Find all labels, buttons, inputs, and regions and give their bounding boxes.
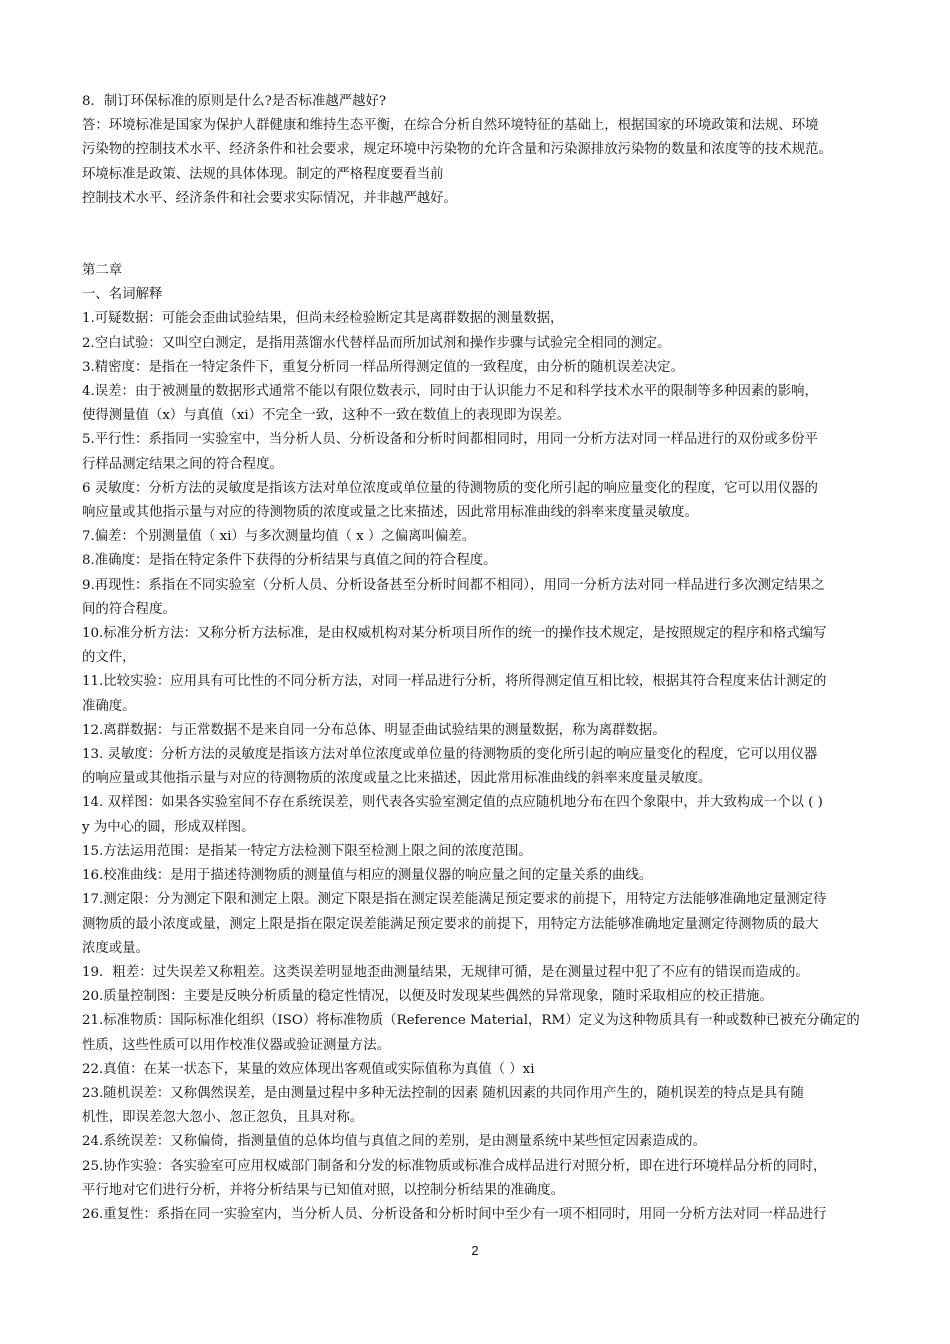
text-line: 8.准确度：是指在特定条件下获得的分析结果与真值之间的符合程度。 bbox=[82, 553, 497, 569]
text-line: 准确度。 bbox=[82, 698, 136, 714]
text-line: 机性，即误差忽大忽小、忽正忽负，且具对称。 bbox=[82, 1110, 364, 1126]
text-line: 2.空白试验：又叫空白测定，是指用蒸馏水代替样品而所加试剂和操作步骤与试验完全相同的测定。 bbox=[82, 335, 671, 351]
text-line: 答：环境标准是国家为保护人群健康和维持生态平衡，在综合分析自然环境特征的基础上，根据国家的环境政策和法规、环境 bbox=[82, 118, 819, 134]
text-line: 1.可疑数据：可能会歪曲试验结果，但尚未经检验断定其是离群数据的测量数据， bbox=[82, 311, 564, 327]
text-line: 3.精密度：是指在一特定条件下，重复分析同一样品所得测定值的一致程度，由分析的随机误差决定。 bbox=[82, 359, 684, 375]
text-line: 14. 双样图：如果各实验室间不存在系统误差，则代表各实验室测定值的点应随机地分布在四个象限中，并大致构成一个以 ( ) bbox=[82, 795, 823, 811]
chapter-heading: 第二章 bbox=[82, 263, 123, 279]
text-line: 平行地对它们进行分析，并将分析结果与已知值对照，以控制分析结果的准确度。 bbox=[82, 1182, 565, 1198]
text-line: 21.标准物质：国际标准化组织（ISO）将标准物质（Reference Material，RM）定义为这种物质具有一种或数种已被充分确定的 bbox=[82, 1013, 860, 1029]
text-line: 控制技术水平、经济条件和社会要求实际情况，并非越严越好。 bbox=[82, 190, 457, 206]
text-line: 20.质量控制图：主要是反映分析质量的稳定性情况，以便及时发现某些偶然的异常现象，随时采取相应的校正措施。 bbox=[82, 989, 773, 1005]
section-spacer bbox=[82, 235, 870, 259]
text-line: 间的符合程度。 bbox=[82, 601, 176, 617]
text-line: y 为中心的圆，形成双样图。 bbox=[82, 819, 255, 835]
section-chapter-2 bbox=[82, 259, 870, 1227]
text-line: 11.比较实验：应用具有可比性的不同分析方法，对同一样品进行分析，将所得测定值互相比较，根据其符合程度来估计测定的 bbox=[82, 674, 827, 690]
text-line: 响应量或其他指示量与对应的待测物质的浓度或量之比来描述，因此常用标准曲线的斜率来度量灵敏度。 bbox=[82, 505, 698, 521]
text-line: 10.标准分析方法：又称分析方法标准，是由权威机构对某分析项目所作的统一的操作技术规定，是按照规定的程序和格式编写 bbox=[82, 626, 827, 642]
text-line: 9.再现性：系指在不同实验室（分析人员、分析设备甚至分析时间都不相同），用同一分析方法对同一样品进行多次测定结果之 bbox=[82, 577, 825, 593]
text-line: 15.方法运用范围：是指某一特定方法检测下限至检测上限之间的浓度范围。 bbox=[82, 843, 532, 859]
document-page bbox=[82, 90, 870, 1227]
text-line: 22.真值：在某一状态下，某量的效应体现出客观值或实际值称为真值（ ）xi bbox=[82, 1061, 535, 1077]
text-line: 污染物的控制技术水平、经济条件和社会要求，规定环境中污染物的允许含量和污染源排放污染物的数量和浓度等的技术规范。 bbox=[82, 142, 832, 158]
text-line: 25.协作实验：各实验室可应用权威部门制备和分发的标准物质或标准合成样品进行对照分析，即在进行环境样品分析的同时， bbox=[82, 1158, 827, 1174]
text-line: 13. 灵敏度：分析方法的灵敏度是指该方法对单位浓度或单位量的待测物质的变化所引起的响应量变化的程度，它可以用仪器 bbox=[82, 747, 818, 763]
text-line: 的响应量或其他指示量与对应的待测物质的浓度或量之比来描述，因此常用标准曲线的斜率来度量灵敏度。 bbox=[82, 771, 712, 787]
section-question-8 bbox=[82, 90, 870, 211]
text-line: 17.测定限：分为测定下限和测定上限。测定下限是指在测定误差能满足预定要求的前提下，用特定方法能够准确地定量测定待 bbox=[82, 892, 827, 908]
text-line: 使得测量值（x）与真值（xi）不完全一致，这种不一致在数值上的表现即为误差。 bbox=[82, 408, 571, 424]
section-heading: 一、名词解释 bbox=[82, 287, 163, 303]
text-line: 行样品测定结果之间的符合程度。 bbox=[82, 456, 283, 472]
text-line: 16.校准曲线：是用于描述待测物质的测量值与相应的测量仪器的响应量之间的定量关系的曲线。 bbox=[82, 868, 653, 884]
text-line: 5.平行性：系指同一实验室中，当分析人员、分析设备和分析时间都相同时，用同一分析方法对同一样品进行的双份或多份平 bbox=[82, 432, 818, 448]
text-line: 7.偏差：个别测量值（ xi）与多次测量均值（ x ）之偏离叫偏差。 bbox=[82, 529, 476, 545]
page-number: 2 bbox=[471, 1243, 479, 1258]
text-line: 环境标准是政策、法规的具体体现。制定的严格程度要看当前 bbox=[82, 166, 444, 182]
text-line: 测物质的最小浓度或量，测定上限是指在限定误差能满足预定要求的前提下，用特定方法能够准确地定量测定待测物质的最大 bbox=[82, 916, 819, 932]
text-line: 性质，这些性质可以用作校准仪器或验证测量方法。 bbox=[82, 1037, 390, 1053]
text-line: 12.离群数据：与正常数据不是来自同一分布总体、明显歪曲试验结果的测量数据，称为离群数据。 bbox=[82, 722, 666, 738]
text-line: 23.随机误差：又称偶然误差，是由测量过程中多种无法控制的因素 随机因素的共同作用产生的，随机误差的特点是具有随 bbox=[82, 1085, 804, 1101]
text-line: 6 灵敏度：分析方法的灵敏度是指该方法对单位浓度或单位量的待测物质的变化所引起的响应量变化的程度，它可以用仪器的 bbox=[82, 480, 818, 496]
text-line: 19．粗差：过失误差又称粗差。这类误差明显地歪曲测量结果，无规律可循，是在测量过程中犯了不应有的错误而造成的。 bbox=[82, 964, 809, 980]
text-line: 的文件， bbox=[82, 650, 136, 666]
text-line: 浓度或量。 bbox=[82, 940, 149, 956]
text-line: 8．制订环保标准的原则是什么?是否标准越严越好? bbox=[82, 94, 387, 109]
section-spacer bbox=[82, 211, 870, 235]
text-line: 24.系统误差：又称偏倚，指测量值的总体均值与真值之间的差别，是由测量系统中某些恒定因素造成的。 bbox=[82, 1134, 706, 1150]
text-line: 4.误差：由于被测量的数据形式通常不能以有限位数表示，同时由于认识能力不足和科学技术水平的限制等多种因素的影响， bbox=[82, 384, 818, 400]
text-line: 26.重复性：系指在同一实验室内，当分析人员、分析设备和分析时间中至少有一项不相同时，用同一分析方法对同一样品进行 bbox=[82, 1206, 827, 1222]
